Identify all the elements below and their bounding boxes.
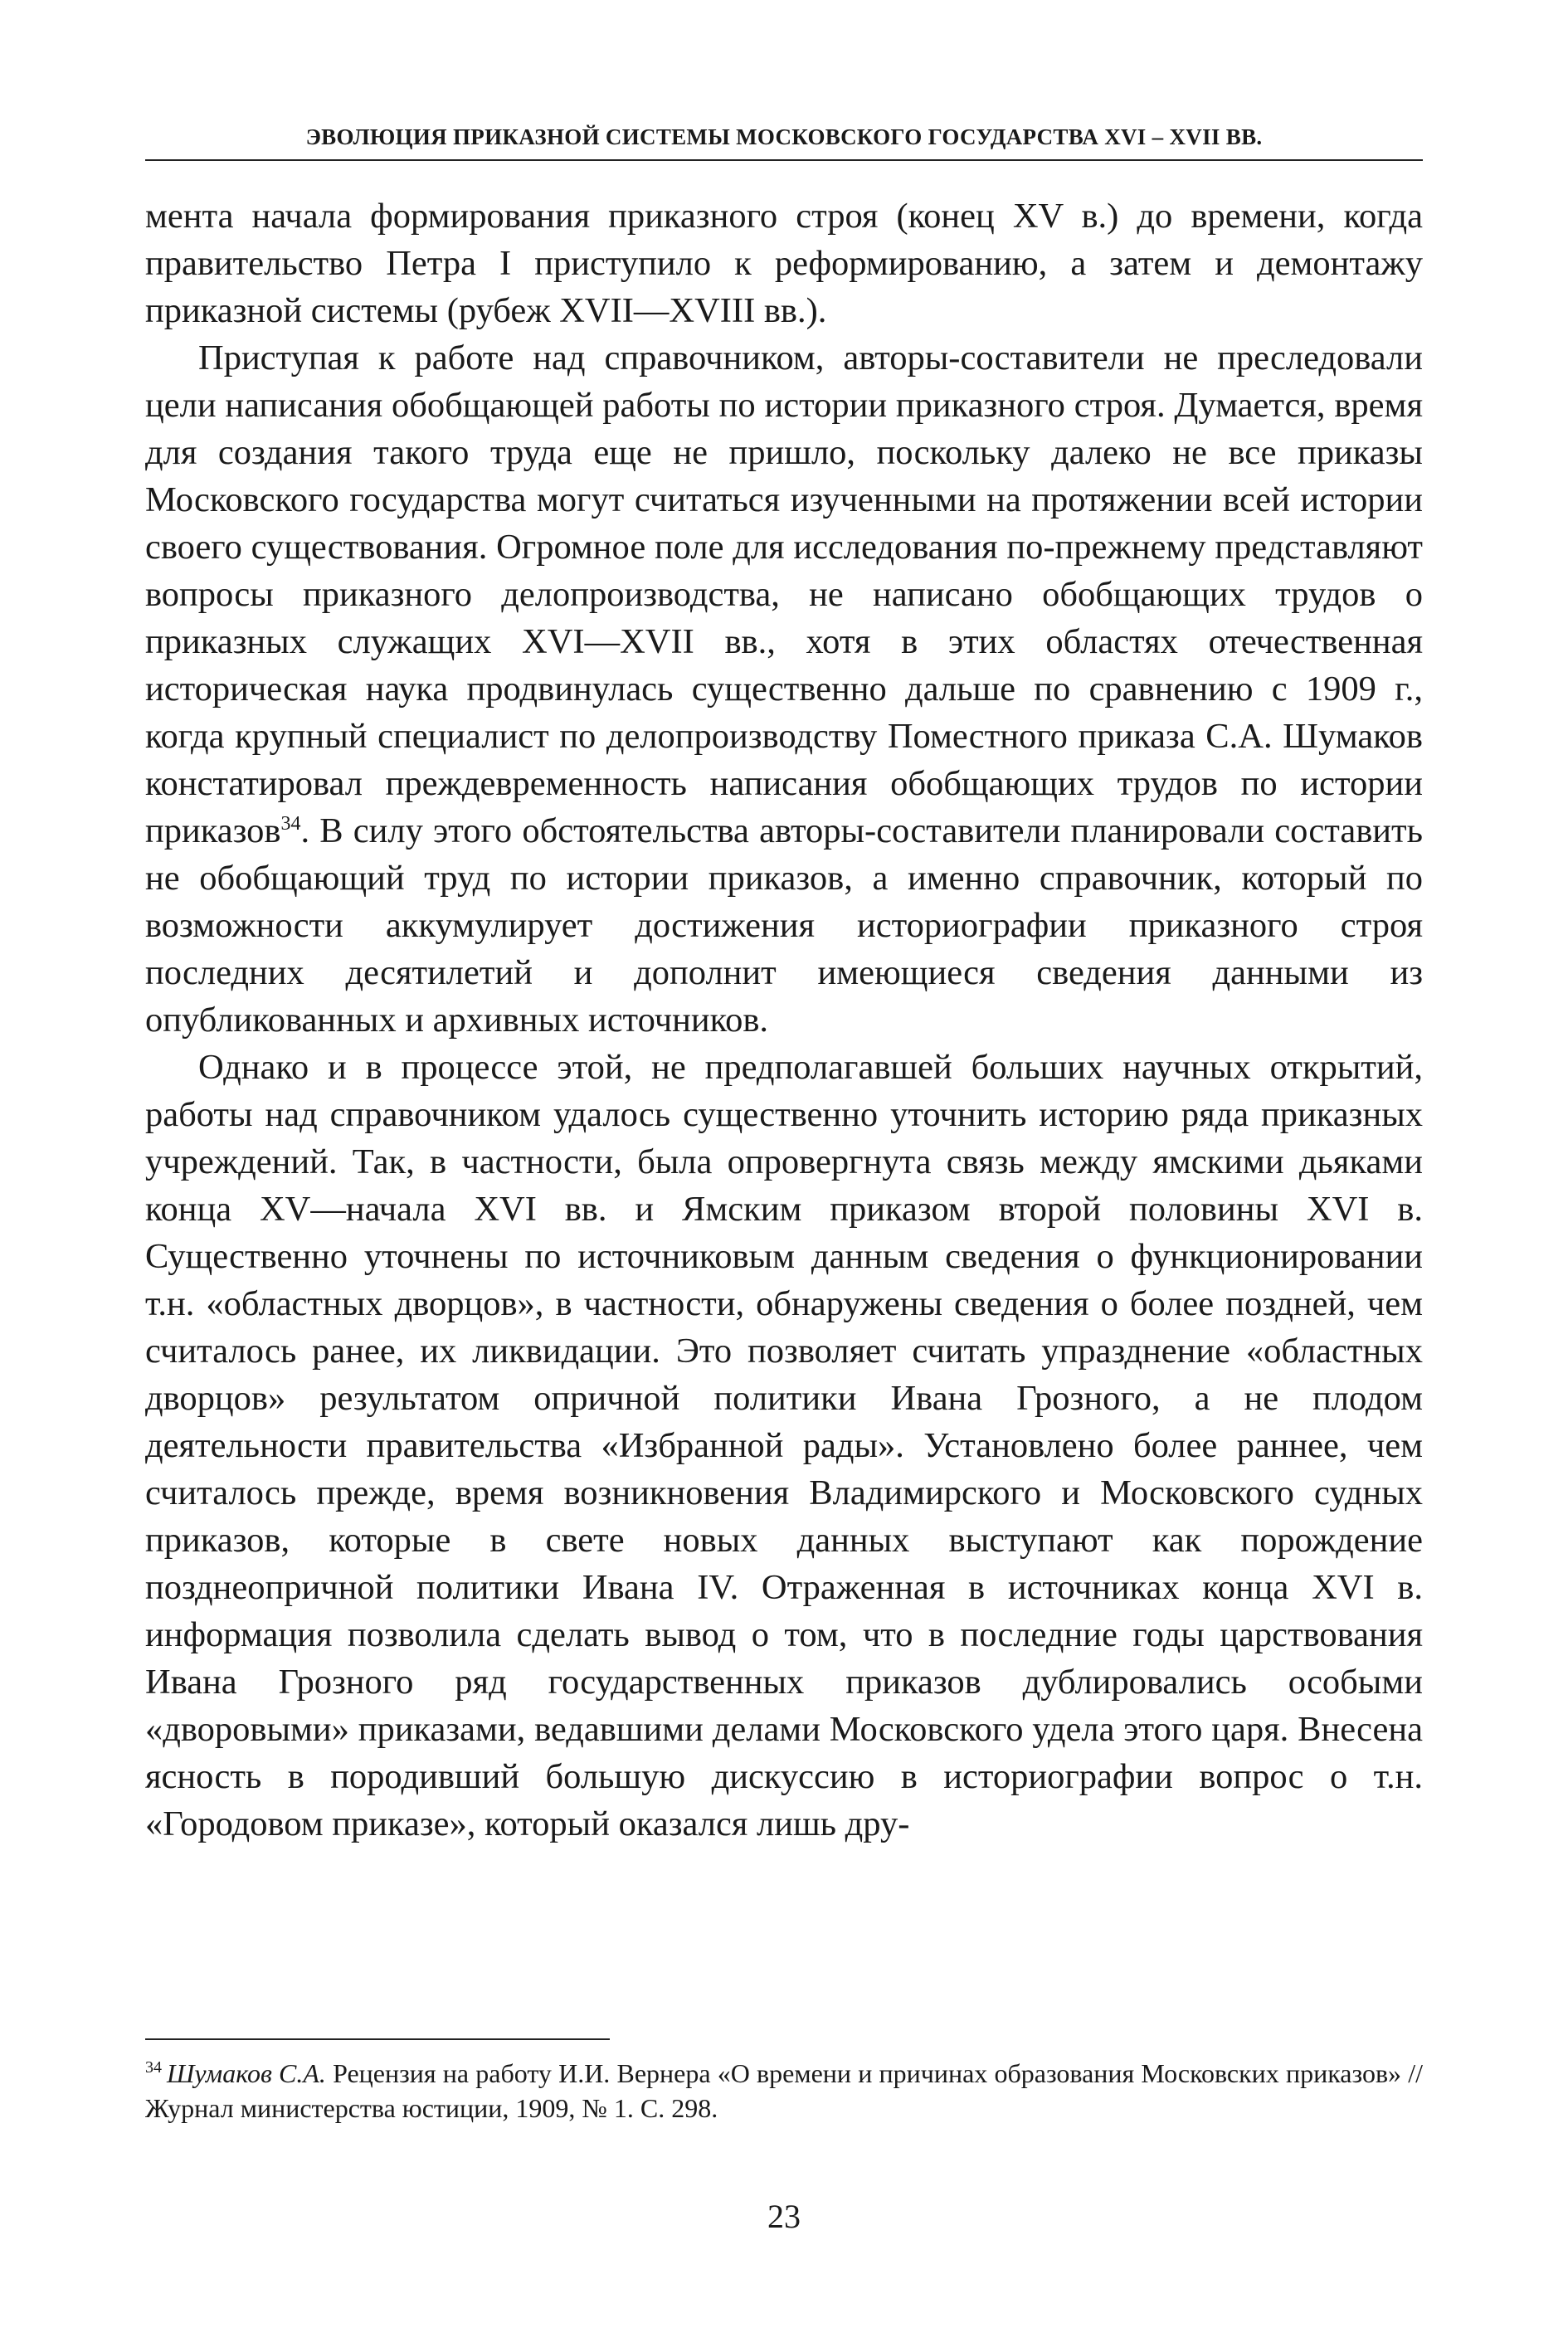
footnote-reference[interactable]: 34 [280, 812, 301, 835]
header-rule [145, 159, 1423, 161]
footnote-text: Рецензия на работу И.И. Вернера «О времени и причинах образования Московских приказов» // Журнал министерства юстиции, 1909, № 1. С. 298. [145, 2058, 1424, 2123]
footnote-author: Шумаков С.А. [167, 2058, 326, 2088]
paragraph-1: мента начала формирования приказного строя (конец XV в.) до времени, когда правительство Петра I приступило к реформированию, а затем и демонтажу приказной системы (рубеж XVII—XVIII вв.). [145, 197, 1423, 330]
paragraph-2-text-continued: . В силу этого обстоятельства авторы-составители планировали составить не обобщающий труд по истории приказов, а именно справочник, который по возможности аккумулирует достижения историографии приказного строя последних десятилетий и дополнит имеющиеся сведения данными из опубликованных и архивных источников. [145, 811, 1423, 1040]
page-number: 23 [767, 2198, 801, 2235]
footnote-rule [145, 2038, 610, 2040]
paragraph-2-text: Приступая к работе над справочником, авторы-составители не преследовали цели написания обобщающей работы по истории приказного строя. Думается, время для создания такого труда еще не пришло, поскольку далеко не все приказы Московского государства могут считаться изученными на протяжении всей истории своего существования. Огромное поле для исследования по-прежнему представляют вопросы приказного делопроизводства, не написано обобщающих трудов о приказных служащих XVI—XVII вв., хотя в этих областях отечественная историческая наука продвинулась существенно дальше по сравнению с 1909 г., когда крупный специалист по делопроизводству Поместного приказа С.А. Шумаков констатировал преждевременность написания обобщающих трудов по истории приказов [145, 338, 1423, 850]
footnote [145, 2056, 1423, 2126]
footnote-number: 34 [145, 2058, 162, 2077]
paragraph-2 [145, 334, 1423, 1044]
main-text [145, 192, 1423, 1848]
paragraph-3: Однако и в процессе этой, не предполагавшей больших научных открытий, работы над справочником удалось существенно уточнить историю ряда приказных учреждений. Так, в частности, была опровергнута связь между ямскими дьяками конца XV—начала XVI вв. и Ямским приказом второй половины XVI в. Существенно уточнены по источниковым данным сведения о функционировании т.н. «областных дворцов», в частности, обнаружены сведения о более поздней, чем считалось ранее, их ликвидации. Это позволяет считать упразднение «областных дворцов» результатом опричной политики Ивана Грозного, а не плодом деятельности правительства «Избранной рады». Установлено более раннее, чем считалось прежде, время возникновения Владимирского и Московского судных приказов, которые в свете новых данных выступают как порождение позднеопричной политики Ивана IV. Отраженная в источниках конца XVI в. информация позволила сделать вывод о том, что в последние годы царствования Ивана Грозного ряд государственных приказов дублировались особыми «дворовыми» приказами, ведавшими делами Московского удела этого царя. Внесена ясность в породивший большую дискуссию в историографии вопрос о т.н. «Городовом приказе», который оказался лишь дру- [145, 1048, 1423, 1843]
running-header: ЭВОЛЮЦИЯ ПРИКАЗНОЙ СИСТЕМЫ МОСКОВСКОГО ГОСУДАРСТВА XVI – XVII ВВ. [305, 124, 1263, 149]
